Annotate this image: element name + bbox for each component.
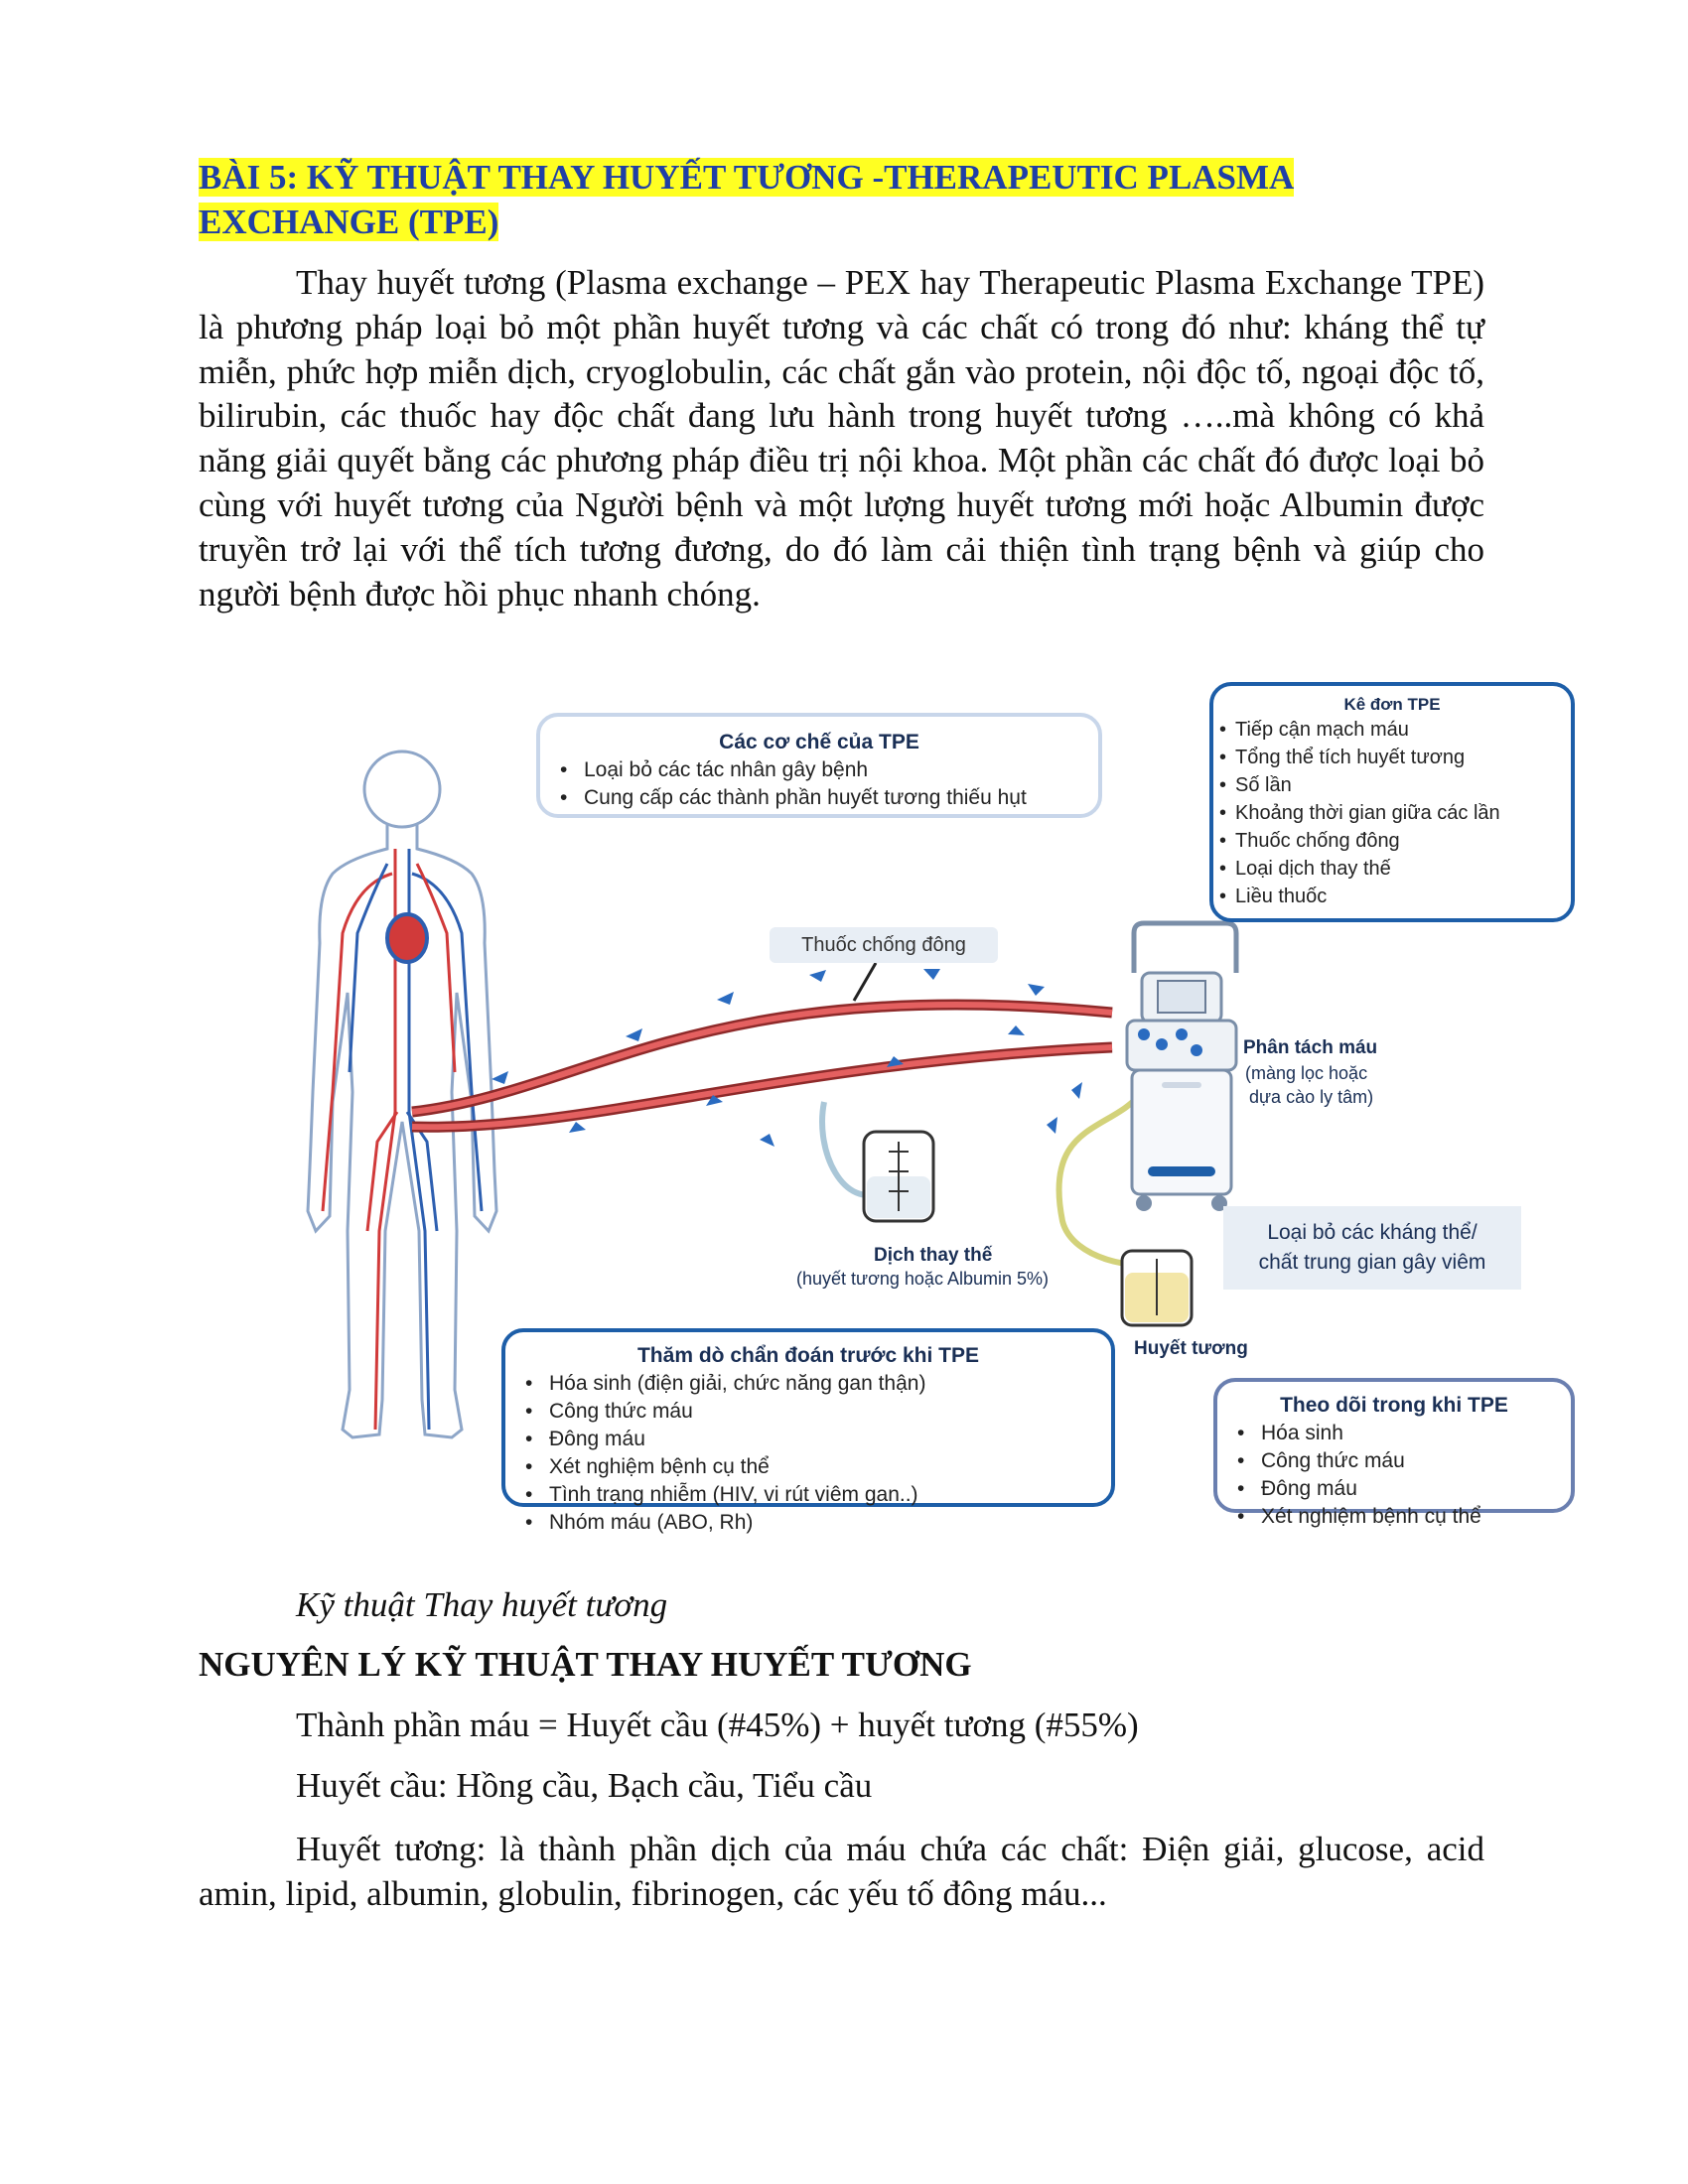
figure-caption: Kỹ thuật Thay huyết tương bbox=[296, 1585, 668, 1624]
tpe-diagram bbox=[288, 675, 1599, 1559]
prescription-item: • Số lần bbox=[1219, 771, 1571, 799]
section-heading: NGUYÊN LÝ KỸ THUẬT THAY HUYẾT TƯƠNG bbox=[199, 1645, 972, 1684]
pre-tpe-item: • Xét nghiệm bệnh cụ thể bbox=[525, 1453, 1111, 1481]
pre-tpe-list bbox=[505, 1370, 1111, 1537]
prescription-item: • Tổng thể tích huyết tương bbox=[1219, 744, 1571, 771]
apheresis-machine bbox=[1127, 923, 1236, 1211]
prescription-item: • Tiếp cận mạch máu bbox=[1219, 716, 1571, 744]
heart bbox=[387, 914, 427, 962]
plasma-collection-bag bbox=[1122, 1251, 1192, 1325]
monitoring-item: • Công thức máu bbox=[1237, 1447, 1571, 1475]
separation-note-1: (màng lọc hoặc bbox=[1245, 1063, 1368, 1083]
separation-note-2: dựa cào ly tâm) bbox=[1249, 1087, 1374, 1107]
pre-tpe-item: • Đông máu bbox=[525, 1426, 1111, 1453]
removal-line-1: Loại bỏ các kháng thể/ bbox=[1267, 1221, 1477, 1244]
monitoring-item: • Xét nghiệm bệnh cụ thể bbox=[1237, 1503, 1571, 1531]
replacement-note: (huyết tương hoặc Albumin 5%) bbox=[796, 1269, 1049, 1289]
anticoagulant-label: Thuốc chống đông bbox=[770, 927, 998, 963]
prescription-item: • Thuốc chống đông bbox=[1219, 827, 1571, 855]
replacement-fluid-bag bbox=[864, 1132, 933, 1221]
separation-title: Phân tách máu bbox=[1243, 1037, 1378, 1058]
pre-tpe-item: • Công thức máu bbox=[525, 1398, 1111, 1426]
prescription-box bbox=[1209, 682, 1575, 922]
removal-line-2: chất trung gian gây viêm bbox=[1258, 1251, 1486, 1274]
prescription-item: • Khoảng thời gian giữa các lần bbox=[1219, 799, 1571, 827]
pre-tpe-item: • Tình trạng nhiễm (HIV, vi rút viêm gan..) bbox=[525, 1481, 1111, 1509]
prescription-item: • Loại dịch thay thế bbox=[1219, 855, 1571, 883]
prescription-title: Kê đơn TPE bbox=[1343, 695, 1441, 714]
mechanism-title: Các cơ chế của TPE bbox=[719, 731, 919, 753]
removal-box bbox=[1223, 1206, 1521, 1290]
monitoring-item: • Hóa sinh bbox=[1237, 1420, 1571, 1447]
replacement-title: Dịch thay thế bbox=[874, 1245, 993, 1266]
blood-cells-line: Huyết cầu: Hồng cầu, Bạch cầu, Tiểu cầu bbox=[296, 1766, 873, 1805]
pre-tpe-item: • Nhóm máu (ABO, Rh) bbox=[525, 1509, 1111, 1537]
monitoring-title: Theo dõi trong khi TPE bbox=[1280, 1394, 1508, 1417]
pre-tpe-title: Thăm dò chẩn đoán trước khi TPE bbox=[636, 1344, 979, 1367]
monitoring-box bbox=[1213, 1378, 1575, 1528]
pre-tpe-box bbox=[501, 1328, 1115, 1534]
plasma-label: Huyết tương bbox=[1134, 1338, 1248, 1359]
circuit-tubing bbox=[412, 963, 1152, 1265]
plasma-description bbox=[199, 1827, 1484, 1916]
human-body-illustration bbox=[308, 751, 496, 1437]
mechanism-item: • Cung cấp các thành phần huyết tương thiếu hụt bbox=[560, 784, 1098, 812]
lesson-title: BÀI 5: KỸ THUẬT THAY HUYẾT TƯƠNG -THERAPEUTIC PLASMA EXCHANGE (TPE) bbox=[199, 158, 1295, 241]
plasma-description-text: Huyết tương: là thành phần dịch của máu chứa các chất: Điện giải, glucose, acid amin, lipid, albumin, globulin, fibrinogen, các yếu tố đông máu... bbox=[199, 1830, 1484, 1913]
monitoring-item: • Đông máu bbox=[1237, 1475, 1571, 1503]
blood-composition-line: Thành phần máu = Huyết cầu (#45%) + huyết tương (#55%) bbox=[296, 1706, 1139, 1744]
mechanism-list bbox=[540, 756, 1098, 812]
mechanism-item: • Loại bỏ các tác nhân gây bệnh bbox=[560, 756, 1098, 784]
prescription-list bbox=[1213, 716, 1571, 910]
pre-tpe-item: • Hóa sinh (điện giải, chức năng gan thận) bbox=[525, 1370, 1111, 1398]
intro-paragraph: Thay huyết tương (Plasma exchange – PEX hay Therapeutic Plasma Exchange TPE) là phương pháp loại bỏ một phần huyết tương và các chất có trong đó như: kháng thể tự miễn, phức hợp miễn dịch, cryoglobulin, các chất gắn vào protein, nội độc tố, ngoại độc tố, bilirubin, các thuốc hay độc chất đang lưu hành trong huyết tương …..mà không có khả năng giải quyết bằng các phương pháp điều trị nội khoa. Một phần các chất đó được loại bỏ cùng với huyết tương của Người bệnh và một lượng huyết tương mới hoặc Albumin được truyền trở lại với thể tích tương đương, do đó làm cải thiện tình trạng bệnh và giúp cho người bệnh được hồi phục nhanh chóng. bbox=[199, 263, 1484, 614]
monitoring-list bbox=[1217, 1420, 1571, 1531]
prescription-item: • Liều thuốc bbox=[1219, 883, 1571, 910]
mechanism-box bbox=[536, 713, 1102, 818]
